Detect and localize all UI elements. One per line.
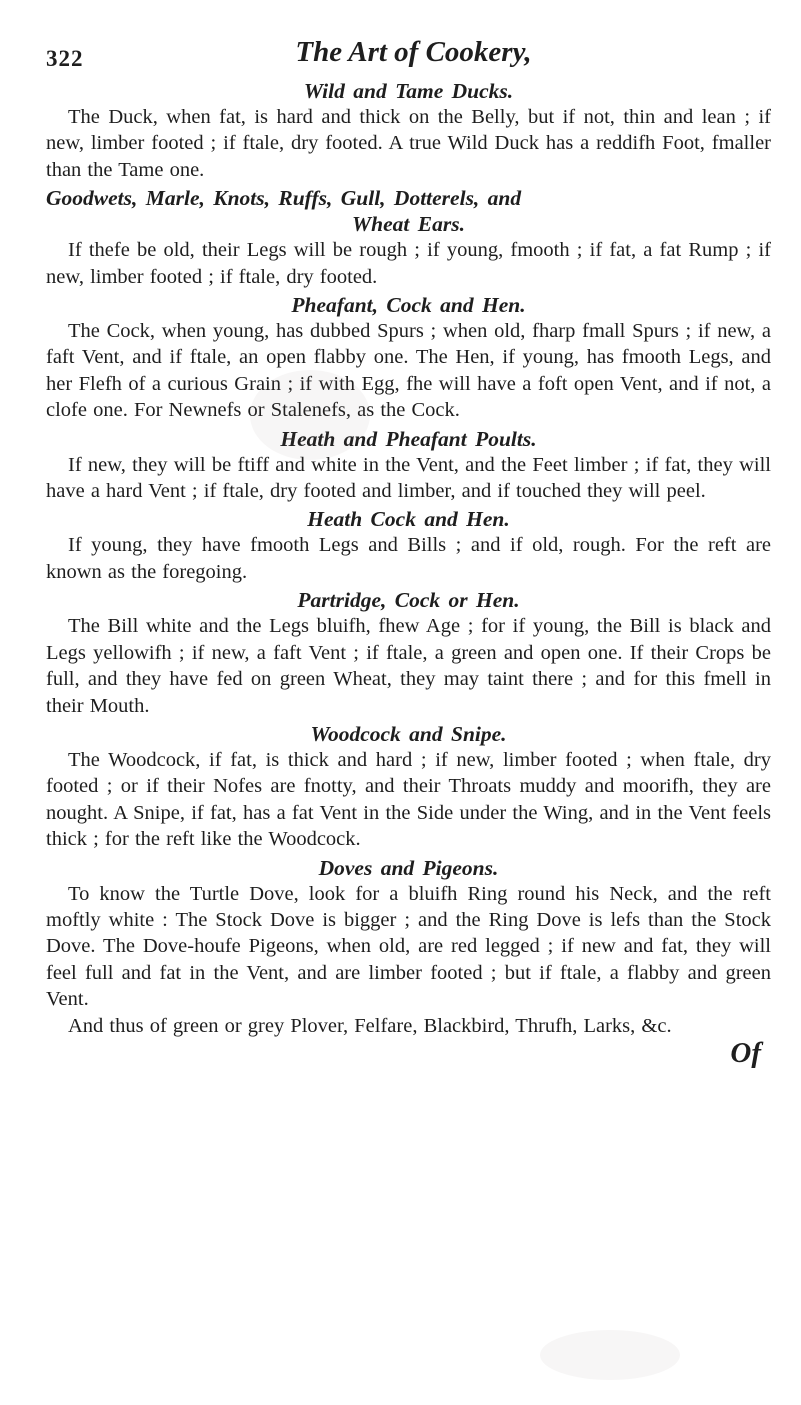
running-title: The Art of Cookery, bbox=[295, 36, 532, 68]
section-heading: Partridge, Cock or Hen. bbox=[297, 588, 520, 613]
section-paragraph: The Woodcock, if fat, is thick and hard ; if new, limber footed ; when ftale, dry footed ; or if their Nofes are fnotty, and their Throats muddy and moorifh, they are nought. A Snipe, if fat, has a fat Vent in the Side under the Wing, and in the Vent feels thick ; for the reft like the Woodcock. bbox=[46, 748, 771, 851]
section-paragraph: To know the Turtle Dove, look for a bluifh Ring round his Neck, and the reft moftly white : The Stock Dove is bigger ; and the Ring Dove is lefs than the Stock Dove. The Dove-houfe Pigeons, when old, are red legged ; if new and fat, they will feel full and fat in the Vent, and are limber footed ; but if ftale, a flabby and green Vent. bbox=[46, 882, 771, 1011]
section-heading-line2: Wheat Ears. bbox=[352, 212, 465, 237]
running-head bbox=[46, 36, 771, 76]
section-heading: Doves and Pigeons. bbox=[318, 855, 499, 880]
section-heading: Heath and Pheafant Poults. bbox=[280, 426, 537, 451]
section-heading: Heath Cock and Hen. bbox=[307, 507, 510, 532]
section-paragraph: The Bill white and the Legs bluifh, fhew Age ; for if young, the Bill is black and Legs yellowifh ; if new, a faft Vent ; if ftale, a green and open one. If their Crops be full, and they have fed on green Wheat, they may taint there ; and for this fmell in their Mouth. bbox=[46, 615, 771, 717]
section-heading-line1: Goodwets, Marle, Knots, Ruffs, Gull, Dotterels, and bbox=[46, 186, 522, 211]
page-number: 322 bbox=[46, 46, 84, 71]
section-paragraph: The Cock, when young, has dubbed Spurs ; when old, fharp fmall Spurs ; if new, a faft Vent, and if ftale, an open flabby one. The Hen, if young, has fmooth Legs, and her Flefh of a curious Grain ; if with Egg, fhe will have a foft open Vent, and if not, a clofe one. For Newnefs or Stalenefs, as the Cock. bbox=[46, 320, 771, 422]
section-heading: Woodcock and Snipe. bbox=[310, 721, 507, 746]
closing-paragraph: And thus of green or grey Plover, Felfare, Blackbird, Thrufh, Larks, &c. bbox=[68, 1014, 672, 1037]
catchword: Of bbox=[730, 1036, 761, 1069]
section-heading bbox=[46, 185, 771, 237]
paper-stain bbox=[540, 1330, 680, 1380]
section-paragraph: If young, they have fmooth Legs and Bills ; and if old, rough. For the reft are known as the foregoing. bbox=[46, 534, 771, 583]
section-paragraph: If thefe be old, their Legs will be rough ; if young, fmooth ; if fat, a fat Rump ; if new, limber footed ; if ftale, dry footed. bbox=[46, 239, 771, 288]
section-paragraph: The Duck, when fat, is hard and thick on the Belly, but if not, thin and lean ; if new, limber footed ; if ftale, dry footed. A true Wild Duck has a reddifh Foot, fmaller than the Tame one. bbox=[46, 106, 771, 181]
section-paragraph: If new, they will be ftiff and white in the Vent, and the Feet limber ; if fat, they will have a hard Vent ; if ftale, dry footed and limber, and if touched they will peel. bbox=[46, 453, 771, 503]
section-heading: Wild and Tame Ducks. bbox=[303, 79, 514, 103]
section-heading: Pheafant, Cock and Hen. bbox=[291, 293, 526, 318]
